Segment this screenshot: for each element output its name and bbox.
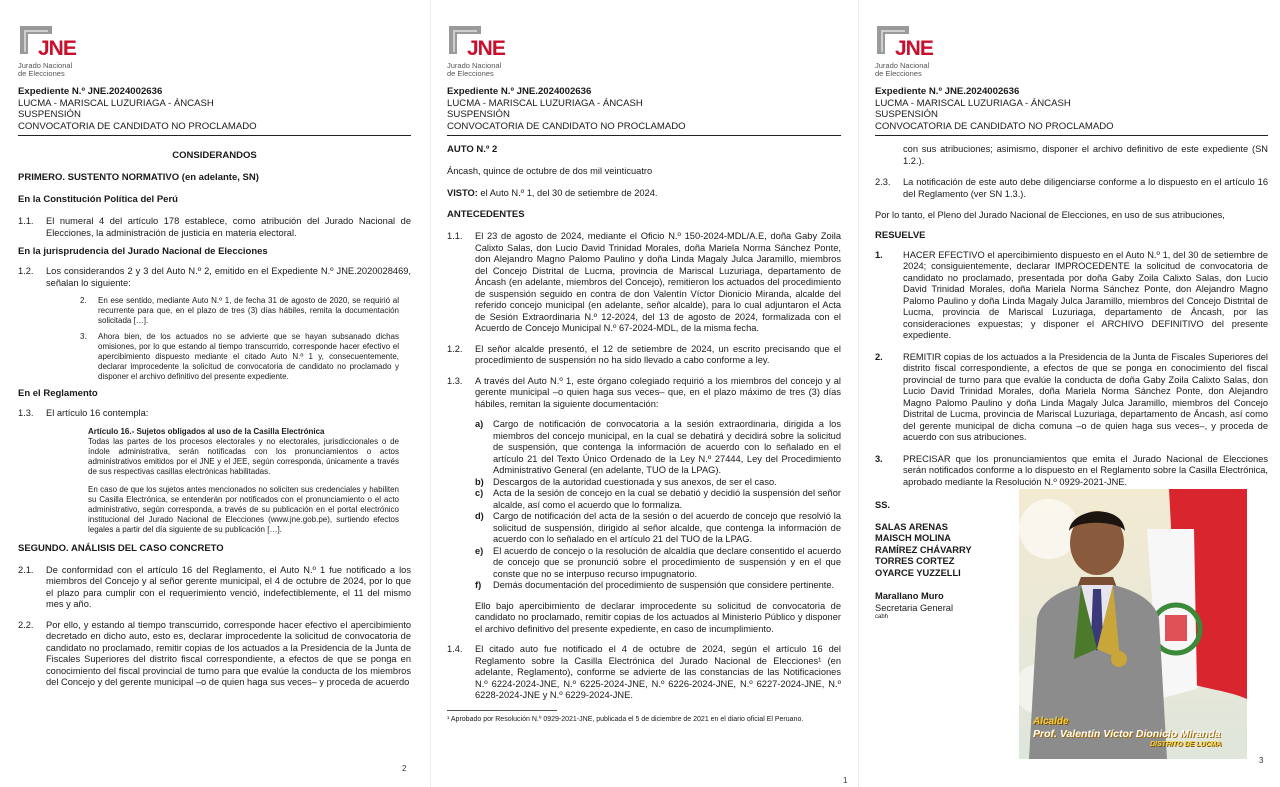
case-header (447, 86, 841, 136)
paragraph: 1.1. El numeral 4 del artículo 178 establece, como atribución del Jurado Nacional de Elecciones, la administración de justicia en materia electoral. (18, 216, 411, 238)
auto-title: AUTO N.º 2 (447, 144, 498, 155)
list-item: a) Cargo de notificación de convocatoria a la sesión extraordinaria, dirigida a los miembros del concejo municipal, en la cual se debatirá y decidirá sobre la solicitud de suspensión, que contenga la información de acuerdo con lo señalado en el artículo 21 del Texto Único Ordenado de la Ley N.º 27444, Ley del Procedimiento Administrativo General (en adelante, TUO de la LPAG). (475, 419, 841, 475)
article-text: En caso de que los sujetos antes mencionados no soliciten sus credenciales y habiliten su Casilla Electrónica, se entenderán por notificados con el pronunciamiento o el acto administrativo, según corresponda, a través de su publicación en el portal electrónico institucional del Jurado Nacional de Elecciones (www.jne.gob.pe), surtiendo efectos legales a partir del día siguiente de su publicación […]. (88, 484, 399, 534)
section-heading: ANTECEDENTES (447, 209, 525, 220)
signatory: OYARCE YUZZELLI (875, 567, 961, 578)
paragraph: 2.2. Por ello, y estando al tiempo transcurrido, corresponde hacer efectivo el apercibimiento decretado en dicho auto, esto es, declarar improcedente la solicitud de convocatoria de candidato no proclamado, remitir copias de los actuados a la Presidencia de la Junta de Fiscales Superiores del distrito fiscal correspondiente, a efectos de que se ponga en conocimiento del fiscal provincial de turno para que evalúe la conducta de los miembros del Concejo y del gerente municipal –o de quien haga sus veces– y proceda de acuerdo (18, 619, 411, 687)
document-page-1 (430, 0, 855, 787)
logo-wordmark: JNE (38, 37, 76, 60)
page-number: 3 (1259, 756, 1264, 765)
section-title: CONSIDERANDOS (172, 150, 257, 161)
paragraph: Ello bajo apercibimiento de declarar improcedente su solicitud de convocatoria de candidato no proclamado, remitir copias de los actuados al Ministerio Público y disponer el archivo definitivo del presente expediente, en caso de incumplimiento. (475, 600, 841, 634)
page-number: 2 (402, 764, 407, 773)
paragraph: 1.4. El citado auto fue notificado el 4 de octubre de 2024, según el artículo 16 del Reglamento sobre la Casilla Electrónica del Jurado Nacional de Elecciones¹ (en adelante, Reglamento), conforme se advierte de las constancias de las Notificaciones N.º 6224-2024-JNE, N.º 6225-2024-JNE, N.º 6226-2024-JNE, N.º 6227-2024-JNE, N.º 6228-2024-JNE y N.º 6229-2024-JNE. (447, 644, 841, 700)
signatory: MAISCH MOLINA (875, 533, 951, 543)
resolution-item: 2. REMITIR copias de los actuados a la Presidencia de la Junta de Fiscales Superiores del distrito fiscal correspondiente, a efectos de que se ponga en conocimiento del fiscal provincial de turno para que evalúe la conducta de doña Gaby Zoila Calixto Salas, don Lucio David Trinidad Morales, doña Mariela Norma Sánchez Ponte, don Alejandro Magno Palomo Paulino y doña Linda Magaly Julca Jaramillo, miembros del Concejo Distrital de Lucma, provincia de Mariscal Luzuriaga, departamento de Áncash, así como del gerente municipal de dicha comuna –o de quien haga sus veces–, y proceda de acuerdo con sus atribuciones. (875, 351, 1268, 442)
case-subject: CONVOCATORIA DE CANDIDATO NO PROCLAMADO (18, 120, 257, 132)
case-type: SUSPENSIÓN (447, 109, 510, 120)
case-subject: CONVOCATORIA DE CANDIDATO NO PROCLAMADO (447, 120, 686, 132)
jne-logo (18, 24, 108, 78)
initials: cabh (875, 614, 889, 620)
secretary-name: Marallano Muro (875, 591, 944, 601)
case-header (875, 86, 1268, 136)
paragraph: 1.1. El 23 de agosto de 2024, mediante el Oficio N.º 150-2024-MDL/A.E, doña Gaby Zoila Calixto Salas, don Lucio David Trinidad Morales, doña Mariela Norma Sánchez Ponte, don Alejandro Magno Palomo Paulino y doña Linda Magaly Julca Jaramillo, miembros del Concejo Distrital de Lucma, provincia de Mariscal Luzuriaga, departamento de Áncash (en adelante, miembros del Concejo), remitieron los actuados del procedimiento de suspensión seguido en contra de don Valentín Víctor Dionicio Miranda, alcalde del referido concejo municipal (en adelante, señor alcalde), para lo cual adjuntaron el Acta de Sesión Extraordinaria N.º 12-2024, del 13 de agosto de 2024, formalizada con el Acuerdo de Concejo Municipal N.º 67-2024-MDL, de la misma fecha. (447, 231, 841, 333)
photo-caption-district: DISTRITO DE LUCMA (1150, 741, 1222, 748)
case-location: LUCMA - MARISCAL LUZURIAGA - ÁNCASH (18, 97, 214, 109)
subsection-heading: En la Constitución Política del Perú (18, 194, 178, 205)
date-line: Áncash, quince de octubre de dos mil veinticuatro (447, 166, 653, 176)
paragraph: 1.2. Los considerandos 2 y 3 del Auto N.º 2, emitido en el Expediente N.º JNE.2020028469, señalan lo siguiente: (18, 266, 411, 288)
logo-subtitle-2: de Elecciones (875, 69, 922, 78)
paragraph: 2.3. La notificación de este auto debe diligenciarse conforme a lo dispuesto en el artículo 16 del Reglamento (ver SN 1.3.). (875, 177, 1268, 199)
list-item: c) Acta de la sesión de concejo en la cual se debatió y decidió la suspensión del señor alcalde, así como el acuerdo que lo formaliza. (475, 488, 841, 510)
signatory: RAMÍREZ CHÁVARRY (875, 544, 972, 555)
secretary-role: Secretaria General (875, 602, 954, 613)
paragraph: Por lo tanto, el Pleno del Jurado Nacional de Elecciones, en uso de sus atribuciones, (875, 210, 1225, 220)
photo-caption-name: Prof. Valentín Víctor Dionicio Miranda (1033, 728, 1221, 740)
jne-logo (447, 24, 537, 78)
logo-wordmark: JNE (467, 37, 505, 60)
case-header (18, 86, 411, 136)
resolution-item: 1. HACER EFECTIVO el apercibimiento dispuesto en el Auto N.º 1, del 30 de setiembre de 2024; consiguientemente, declarar IMPROCEDENTE la solicitud de convocatoria de candidato no proclamado, presentada por doña Gaby Zoila Calixto Salas, don Lucio David Trinidad Morales, doña Mariela Norma Sánchez Ponte, don Alejandro Magno Palomo Paulino y doña Linda Magaly Julca Jaramillo, miembros del Concejo Distrital de Lucma, provincia de Mariscal Luzuriaga, departamento de Áncash, por las consideraciones expuestas; y disponer el ARCHIVO DEFINITIVO del presente expediente. (875, 249, 1268, 340)
visto-line: VISTO: el Auto N.º 1, del 30 de setiembre de 2024. (447, 187, 658, 198)
list-item: d) Cargo de notificación del acta de la sesión o del acuerdo de concejo que resolvió la solicitud de suspensión, dirigido al señor alcalde, que contenga la información de acuerdo con lo señalado en el artículo 21 del TUO de la LPAG. (475, 511, 841, 544)
logo-subtitle-1: Jurado Nacional (18, 61, 73, 70)
photo-caption-title: Alcalde (1033, 716, 1069, 727)
footnote-rule (447, 710, 557, 711)
logo-subtitle-2: de Elecciones (447, 69, 494, 78)
footnote: ¹ Aprobado por Resolución N.º 0929-2021-JNE, publicada el 5 de diciembre de 2021 en el diario oficial El Peruano. (447, 716, 804, 723)
case-type: SUSPENSIÓN (18, 109, 81, 120)
case-number: Expediente N.º JNE.2024002636 (18, 86, 163, 97)
paragraph: 2.1. De conformidad con el artículo 16 del Reglamento, el Auto N.º 1 fue notificado a los miembros del Concejo y al señor gerente municipal, el 4 de octubre de 2024, por lo que el plazo para cumplir con el requerimiento venció, indefectiblemente, el 11 del mismo mes y año. (18, 564, 411, 609)
quote-item: 3. Ahora bien, de los actuados no se advierte que se hayan subsanado dichas omisiones, por lo que estando al tiempo transcurrido, corresponde hacer efectivo el apercibimiento dispuesto mediante el citado Auto N.º 1 y, consecuentemente, declarar improcedente la solicitud de convocatoria de candidato no proclamado y disponer el archivo definitivo del presente expediente. (80, 332, 399, 381)
list-item: e) El acuerdo de concejo o la resolución de alcaldía que declare consentido el acuerdo de concejo que se pronunció sobre el procedimiento de suspensión y en el que conste que no se interpuso recurso impugnatorio. (475, 545, 841, 579)
case-subject: CONVOCATORIA DE CANDIDATO NO PROCLAMADO (875, 120, 1114, 132)
ss-label: SS. (875, 500, 890, 510)
logo-subtitle-2: de Elecciones (18, 69, 65, 78)
signatory: TORRES CORTEZ (875, 556, 955, 566)
list-item: f) Demás documentación del procedimiento de suspensión que considere pertinente. (475, 580, 835, 590)
paragraph: 1.2. El señor alcalde presentó, el 12 de setiembre de 2024, un escrito precisando que el procedimiento de suspensión no ha sido llevado a cabo conforme a ley. (447, 343, 841, 365)
logo-subtitle-1: Jurado Nacional (875, 61, 930, 70)
page-number: 1 (843, 776, 848, 785)
article-text: Todas las partes de los procesos electorales y no electorales, jurisdiccionales o de índole administrativa, serán notificadas con los pronunciamientos o actos administrativos emitidos por el JNE y el JEE, según corresponda, únicamente a través de sus respectivas casillas electrónicas habilitadas. (88, 436, 399, 476)
subsection-heading: En el Reglamento (18, 388, 98, 399)
resolution-item: 3. PRECISAR que los pronunciamientos que emita el Jurado Nacional de Elecciones serán notificados conforme a lo dispuesto en el Reglamento sobre la Casilla Electrónica, aprobado mediante la Resolución N.º 0929-2021-JNE. (875, 453, 1268, 487)
section-heading: SEGUNDO. ANÁLISIS DEL CASO CONCRETO (18, 542, 224, 554)
section-heading: RESUELVE (875, 229, 926, 241)
requirement-list (447, 419, 841, 592)
case-location: LUCMA - MARISCAL LUZURIAGA - ÁNCASH (447, 97, 643, 109)
logo-wordmark: JNE (895, 37, 933, 60)
quote-item: 2. En ese sentido, mediante Auto N.º 1, de fecha 31 de agosto de 2020, se requirió al recurrente para que, en el plazo de tres (3) días hábiles, remita la documentación solicitada […]. (80, 296, 399, 325)
subsection-heading: En la jurisprudencia del Jurado Nacional de Elecciones (18, 246, 268, 257)
paragraph: con sus atribuciones; asimismo, disponer el archivo definitivo de este expediente (SN 1.2.). (903, 144, 1268, 166)
case-number: Expediente N.º JNE.2024002636 (875, 86, 1020, 97)
paragraph: 1.3. El artículo 16 contempla: (18, 408, 149, 418)
logo-subtitle-1: Jurado Nacional (447, 61, 502, 70)
case-number: Expediente N.º JNE.2024002636 (447, 86, 592, 97)
article-title: Artículo 16.- Sujetos obligados al uso de la Casilla Electrónica (88, 426, 325, 436)
signatory: SALAS ARENAS (875, 521, 949, 532)
section-heading: PRIMERO. SUSTENTO NORMATIVO (en adelante, SN) (18, 172, 259, 183)
jne-logo (875, 24, 965, 78)
case-location: LUCMA - MARISCAL LUZURIAGA - ÁNCASH (875, 97, 1071, 109)
paragraph: 1.3. A través del Auto N.º 1, este órgano colegiado requirió a los miembros del concejo y al gerente municipal –o quien haga sus veces– que, en el plazo máximo de tres (3) días hábiles, remitan la siguiente documentación: (447, 375, 841, 409)
case-type: SUSPENSIÓN (875, 109, 938, 120)
document-page-2 (0, 0, 427, 787)
list-item: b) Descargos de la autoridad cuestionada y sus anexos, de ser el caso. (475, 476, 777, 487)
